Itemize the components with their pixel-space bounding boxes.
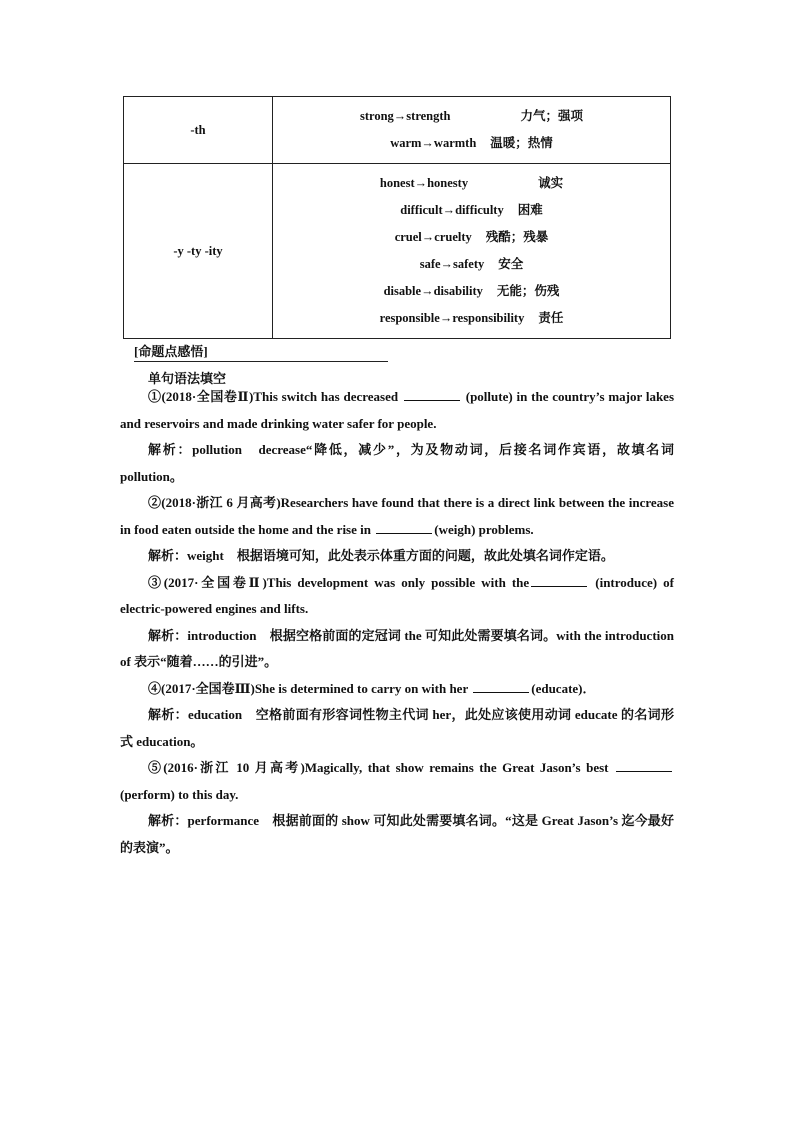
word-meaning: 温暖；热情 — [490, 136, 553, 150]
example-line — [273, 278, 670, 305]
question-item — [120, 570, 674, 623]
question-item — [120, 384, 674, 437]
word-meaning: 无能；伤残 — [496, 284, 560, 298]
answer-explanation: 解析：education 空格前面有形容词性物主代词 her，此处应该使用动词 educate 的名词形式 education。 — [120, 707, 674, 749]
question-text: ⑤(2016·浙江 10 月高考)Magically, that show remains the Great Jason’s best — [148, 760, 609, 775]
answer-blank — [473, 680, 529, 693]
suffix-table — [123, 96, 671, 339]
suffix-cell: -th — [124, 97, 273, 164]
question-text: (pollute) in the country’s major lakes and reservoirs and made drinking water safer for people. — [120, 389, 675, 431]
example-line — [273, 130, 670, 157]
answer-blank — [404, 388, 460, 401]
word-pair: safe→safety — [419, 257, 485, 271]
example-line — [273, 224, 670, 251]
answer-blank — [376, 521, 432, 534]
word-meaning: 困难 — [517, 203, 543, 217]
exercise-list — [120, 384, 674, 861]
example-line — [273, 103, 670, 130]
exercise-subheading: 单句语法填空 — [148, 371, 227, 386]
example-line — [273, 305, 670, 332]
answer-explanation: 解析：weight 根据语境可知，此处表示体重方面的问题，故此处填名词作定语。 — [148, 548, 614, 563]
table-row — [124, 164, 671, 339]
word-meaning: 责任 — [538, 311, 564, 325]
example-line — [273, 170, 670, 197]
word-meaning: 力气；强项 — [520, 109, 584, 123]
question-text: (perform) to this day. — [120, 786, 239, 802]
question-text: ①(2018·全国卷Ⅱ)This switch has decreased — [148, 389, 399, 404]
suffix-cell: -y -ty -ity — [124, 164, 273, 339]
question-text: (introduce) of electric-powered engines and lifts. — [120, 574, 674, 616]
answer-explanation: 解析：pollution decrease“降低，减少”，为及物动词，后接名词作宾语，故填名词 pollution。 — [120, 442, 674, 484]
question-item — [120, 490, 674, 543]
examples-cell — [273, 164, 671, 339]
word-pair: warm→warmth — [390, 136, 477, 150]
answer-explanation: 解析：performance 根据前面的 show 可知此处需要填名词。“这是 Great Jason’s 迄今最好的表演”。 — [120, 813, 674, 855]
answer-blank — [616, 759, 672, 772]
word-pair: honest→honesty — [379, 176, 469, 190]
answer-blank — [531, 574, 587, 587]
question-item — [120, 755, 674, 808]
question-text: (weigh) problems. — [434, 521, 534, 537]
question-text: (educate)． — [531, 680, 596, 696]
word-pair: cruel→cruelty — [394, 230, 472, 244]
word-pair: disable→disability — [383, 284, 483, 298]
word-pair: responsible→responsibility — [379, 311, 525, 325]
word-meaning: 诚实 — [538, 176, 564, 190]
word-meaning: 残酷；残暴 — [485, 230, 549, 244]
word-pair: strong→strength — [359, 109, 451, 123]
question-item — [120, 676, 674, 703]
section-heading: [命题点感悟] — [134, 341, 388, 362]
examples-cell — [273, 97, 671, 164]
example-line — [273, 197, 670, 224]
question-text: ②(2018·浙江 6 月高考)Researchers have found that there is a direct link between the increase in food eaten outside the home and the rise in — [120, 495, 674, 537]
answer-explanation: 解析：introduction 根据空格前面的定冠词 the 可知此处需要填名词。with the introduction of 表示“随着……的引进”。 — [120, 627, 674, 669]
example-line — [273, 251, 670, 278]
word-meaning: 安全 — [498, 257, 524, 271]
question-text: ③(2017·全国卷Ⅱ)This development was only possible with the — [148, 574, 530, 590]
question-text: ④(2017·全国卷Ⅲ)She is determined to carry on with her — [148, 680, 468, 696]
table-row — [124, 97, 671, 164]
word-pair: difficult→difficulty — [400, 203, 504, 217]
